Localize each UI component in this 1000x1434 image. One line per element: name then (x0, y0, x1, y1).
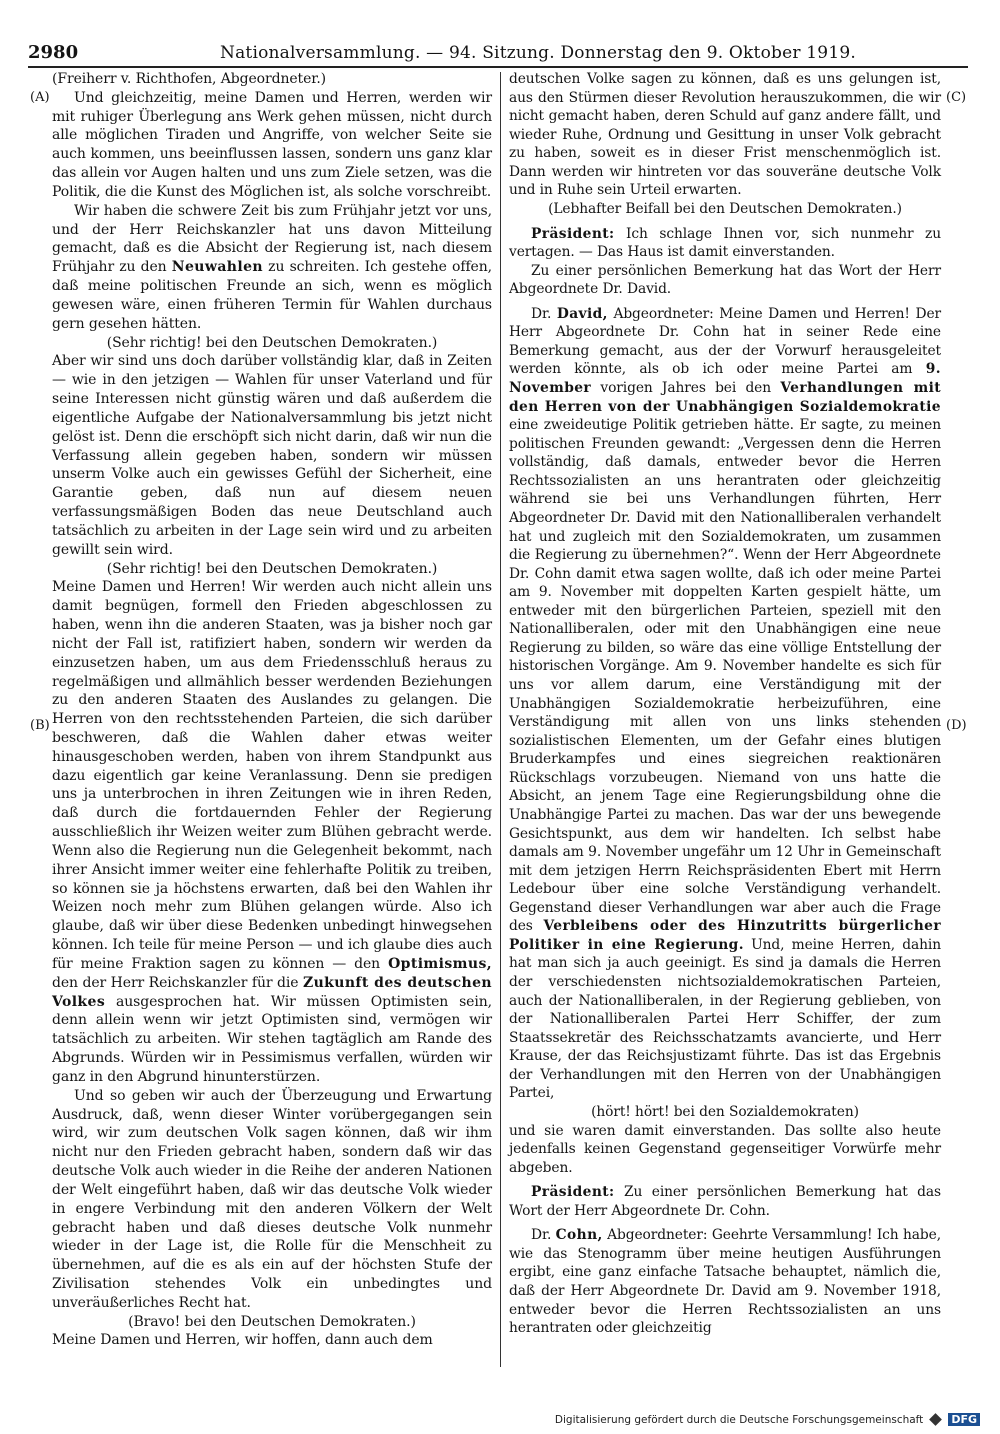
speaker-label: Präsident: (531, 225, 615, 242)
emphasis: Neuwahlen (171, 259, 263, 276)
column-divider (500, 72, 501, 1367)
interjection: (Sehr richtig! bei den Deutschen Demokraten.) (106, 560, 438, 577)
speaker-label: Cohn, (555, 1227, 603, 1244)
emphasis: Optimismus, (388, 955, 492, 972)
paragraph: Dr. Cohn, Abgeordneter: Geehrte Versammlung! Ich habe, wie das Stenogramm über meine heutigen Ausführungen ergibt, eine ganz einfache Tatsache behauptet, nämlich die, daß der Herr Abgeordnete Dr. David am 9. November 1918, entweder bevor die Herren Rechtssozialisten an uns herantraten oder gleichzeitig (509, 1227, 942, 1337)
dfg-logo: DFG (948, 1413, 980, 1426)
page-header (28, 36, 968, 68)
left-column (52, 70, 492, 1350)
paragraph: Und gleichzeitig, meine Damen und Herren, werden wir mit ruhiger Überlegung ans Werk gehen müssen, nicht durch alle möglichen Tiraden und Angriffe, von welcher Seite sie auch kommen, uns beeinflussen lassen, sondern uns ganz klar das allein vor Augen halten und uns zum Ziele setzen, was die Politik, die die Kunst des Möglichen ist, als solche vorschreibt. (52, 89, 492, 200)
margin-marker-c: (C) (946, 90, 967, 105)
paragraph: und sie waren damit einverstanden. Das sollte also heute jedenfalls keinen Gegenstand gegenseitiger Vorwürfe mehr abgeben. (509, 1122, 941, 1176)
speaker-note: (Freiherr v. Richthofen, Abgeordneter.) (52, 71, 327, 87)
paragraph: Aber wir sind uns doch darüber vollständig klar, daß in Zeiten — wie in den jetzigen — Wahlen für unser Vaterland und für seine Interessen nicht günstig wären und daß außerdem die eigentliche Aufgabe der Nationalversammlung bis jetzt nicht gelöst ist. Denn die erschöpft sich nicht darin, daß wir nun die Verfassung allein gegeben haben, sondern wir müssen unserm Volke auch ein gewisses Gefühl der Sicherheit, eine Garantie geben, daß nun auf diesem neuen verfassungsmäßigen Boden das neue Deutschland auch tatsächlich zu arbeiten in der Lage sein wird und zu arbeiten gewillt sein wird. (52, 353, 492, 558)
footer-text: Digitalisierung gefördert durch die Deutsche Forschungsgemeinschaft (554, 1413, 924, 1426)
emphasis: Verbleibens oder des Hinzutritts bürgerlicher Politiker in eine Regierung. (509, 918, 941, 953)
paragraph: Präsident: Ich schlage Ihnen vor, sich nunmehr zu vertagen. — Das Haus ist damit einverstanden. (509, 225, 941, 261)
paragraph: Dr. David, Abgeordneter: Meine Damen und Herren! Der Herr Abgeordnete Dr. Cohn hat in seiner Rede eine Bemerkung gemacht, aus der der Vorwurf herausgeleitet werden könnte, als ob ich oder meine Partei am 9. November vorigen Jahres bei den Verhandlungen mit den Herren von der Unabhängigen Sozialdemokratie eine zweideutige Politik getrieben hätte. Er sagte, zu meinen politischen Freunden gewandt: „Vergessen denn die Herren vollständig, daß damals, entweder bevor die Herren Rechtssozialisten an uns herantraten oder gleichzeitig während sie bei uns Verhandlungen führten, Herr Abgeordneter Dr. David mit den Nationalliberalen verhandelt hat und zugleich mit den Sozialdemokraten, um zusammen die Regierung zu übernehmen?“. Wenn der Herr Abgeordnete Dr. Cohn damit etwa sagen wollte, daß ich oder meine Partei am 9. November mit doppelten Karten gespielt hätte, um entweder mit den bürgerlichen Parteien, speziell mit den Nationalliberalen, oder mit den Unabhängigen eine neue Regierung zu bilden, so wäre das eine völlige Entstellung der historischen Vorgänge. Am 9. November handelte es sich für uns vor allem darum, eine Verständigung mit der Unabhängigen Sozialdemokratie herbeizuführen, eine Verständigung mit allen von uns links stehenden sozialistischen Elementen, um der Gefahr eines blutigen Bruderkampfes und eines siegreichen reaktionären Rückschlags vorzubeugen. Niemand von uns hatte die Absicht, an jenem Tage eine Regierungsbildung ohne die Unabhängige Partei zu machen. Das war der uns bewegende Gesichtspunkt, aus dem wir handelten. Ich selbst habe damals am 9. November ungefähr um 12 Uhr in Gemeinschaft mit dem jetzigen Herrn Reichspräsidenten Ebert mit Herrn Ledebour über eine solche Verständigung verhandelt. Gegenstand dieser Verhandlungen war aber auch die Frage des Verbleibens oder des Hinzutritts bürgerlicher Politiker in eine Regierung. Und, meine Herren, dahin hat man sich ja auch geeinigt. Es sind ja damals die Herren der verschiedensten nichtsozialdemokratischen Parteien, auch der Nationalliberalen, in der Regierung geblieben, von der Nationalliberalen Partei Herr Schiffer, der zum Staatssekretär des Reichsschatzamts avancierte, und Herr Krause, der das Reichsjustizamt führte. Das ist das Ergebnis der Verhandlungen mit den Herren von der Unabhängigen Partei, (509, 305, 942, 1102)
right-column (509, 70, 941, 1338)
page-number: 2980 (28, 42, 79, 63)
running-title: Nationalversammlung. — 94. Sitzung. Donnerstag den 9. Oktober 1919. (220, 43, 856, 63)
emphasis: Verhandlungen mit den Herren von der Unabhängigen Sozialdemokratie (509, 380, 942, 415)
emphasis: Zukunft des deutschen Volkes (52, 974, 492, 1010)
margin-marker-a: (A) (30, 90, 50, 105)
interjection: (Lebhafter Beifall bei den Deutschen Demokraten.) (548, 200, 902, 217)
footer-credit (555, 1413, 980, 1426)
paragraph: deutschen Volke sagen zu können, daß es uns gelungen ist, aus den Stürmen dieser Revolution herauszukommen, die wir nicht gemacht haben, deren Schuld auf ganz andere fällt, und wieder Ruhe, Ordnung und Gesittung in unser Volk gebracht zu haben, soweit es in dieser Frist menschenmöglich ist. Dann werden wir hintreten vor das souveräne deutsche Volk und in Ruhe sein Urteil erwarten. (509, 71, 941, 199)
paragraph: Meine Damen und Herren, wir hoffen, dann auch dem (52, 1332, 433, 1349)
diamond-icon (929, 1413, 942, 1426)
emphasis: 9. November (509, 361, 941, 396)
margin-marker-d: (D) (946, 718, 967, 733)
paragraph: Zu einer persönlichen Bemerkung hat das Wort der Herr Abgeordnete Dr. David. (509, 262, 941, 298)
margin-marker-b: (B) (30, 718, 50, 733)
speaker-label: David, (556, 305, 608, 322)
paragraph: Und so geben wir auch der Überzeugung und Erwartung Ausdruck, daß, wenn dieser Winter vorübergegangen sein wird, wir zum deutschen Volk sagen können, daß wir ihm nicht nur den Frieden gebracht haben, sondern daß wir das deutsche Volk auch wieder in die Reihe der anderen Nationen der Welt eingeführt haben, daß wir das deutsche Volk wieder in engere Verbindung mit den anderen Völkern der Welt gebracht haben und daß dieses deutsche Volk nunmehr wieder in der Lage ist, die Rolle für die Menschheit zu übernehmen, auf die es als ein auf der höchsten Stufe der Zivilisation stehendes Volk ein unbedingtes und unveräußerliches Recht hat. (52, 1087, 492, 1311)
interjection: (Sehr richtig! bei den Deutschen Demokraten.) (106, 334, 438, 351)
paragraph: Präsident: Zu einer persönlichen Bemerkung hat das Wort der Herr Abgeordnete Dr. Cohn. (509, 1184, 941, 1219)
paragraph: Wir haben die schwere Zeit bis zum Frühjahr jetzt vor uns, und der Herr Reichskanzler hat uns davon Mitteilung gemacht, daß es die Absicht der Regierung ist, nach diesem Frühjahr zu den Neuwahlen zu schreiten. Ich gestehe offen, daß meine politischen Freunde an sich, wenn es möglich gewesen wäre, einen früheren Termin für Wahlen durchaus gern gesehen hätten. (52, 202, 492, 332)
paragraph: Meine Damen und Herren! Wir werden auch nicht allein uns damit begnügen, formell den Frieden abgeschlossen zu haben, wenn ihn die anderen Staaten, was ja bisher noch gar nicht der Fall ist, ratifiziert haben, sondern wir werden da einzusetzen haben, um aus dem Friedensschluß heraus zu regelmäßigen und allmählich besser werdenden Beziehungen zu den anderen Staaten des Auslandes zu gelangen. Die Herren von den rechtsstehenden Parteien, die sich darüber beschweren, daß die Wahlen daher etwas weiter hinausgeschoben werden, haben von ihrem Standpunkt aus dazu eigentlich gar keine Veranlassung. Denn sie predigen uns ja unterbrochen in ihren Zeitungen wie in ihren Reden, daß durch die fortdauernden Fehler der Regierung ausschließlich ihr Weizen weiter zum Blühen gebracht werde. Wenn also die Regierung nun die Gelegenheit bekommt, nach ihrer Ansicht immer weiter eine fehlerhafte Politik zu treiben, so können sie ja höchstens erwarten, daß bei den Wahlen ihr Weizen noch mehr zum Blühen gelangen würde. Also ich glaube, daß wir über diese Bedenken unbedingt hinwegsehen können. Ich teile für meine Person — und ich glaube dies auch für meine Fraktion sagen zu können — den Optimismus, den der Herr Reichskanzler für die Zukunft des deutschen Volkes ausgesprochen hat. Wir müssen Optimisten sein, denn allein wenn wir jetzt Optimisten sind, vermögen wir tatsächlich zu arbeiten. Wir stehen tagtäglich am Rande des Abgrunds. Würden wir in Pessimismus verfallen, würden wir ganz in den Abgrund hinunterstürzen. (52, 579, 492, 1085)
speaker-label: Präsident: (531, 1184, 615, 1201)
interjection: (hört! hört! bei den Sozialdemokraten) (591, 1103, 859, 1120)
interjection: (Bravo! bei den Deutschen Demokraten.) (128, 1313, 416, 1330)
